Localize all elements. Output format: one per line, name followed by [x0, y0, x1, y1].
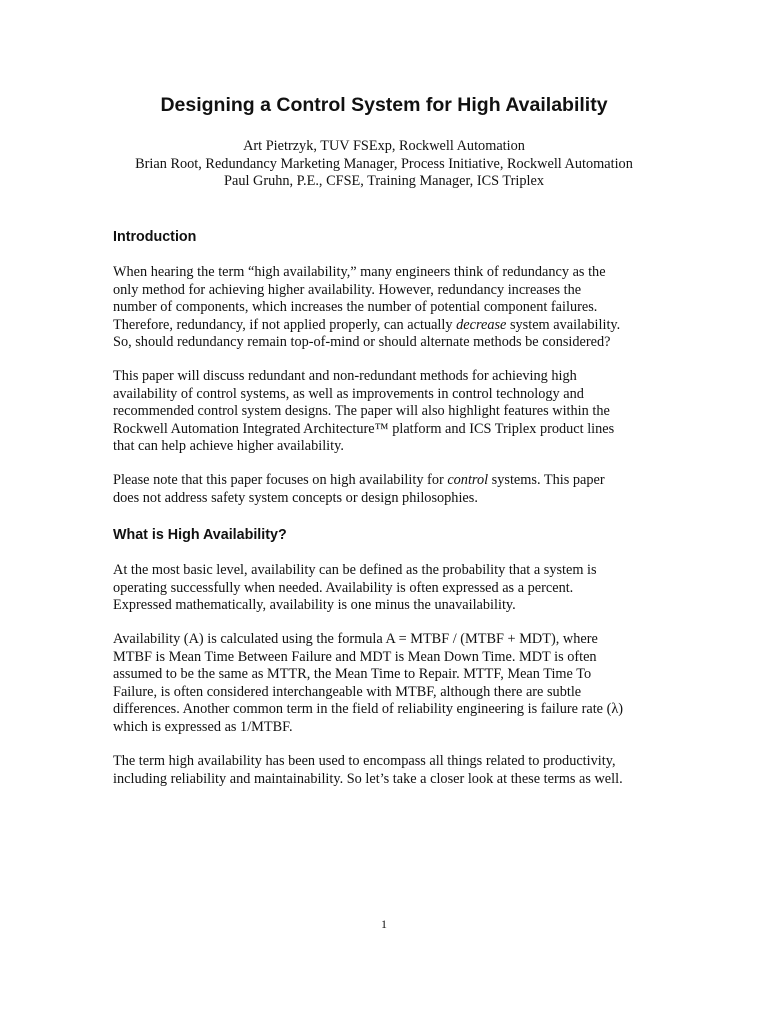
- text-run: Please note that this paper focuses on high availability for: [113, 472, 448, 488]
- document-title: Designing a Control System for High Availability: [160, 94, 608, 116]
- what-is-paragraph-1: [113, 562, 658, 615]
- text-line: When hearing the term “high availability,” many engineers think of redundancy as the: [113, 264, 606, 280]
- author-list: [0, 138, 768, 191]
- what-is-paragraph-2: [113, 631, 658, 736]
- text-run: system availability.: [506, 316, 621, 333]
- text-line: which is expressed as 1/MTBF.: [113, 718, 293, 735]
- intro-paragraph-2: [113, 368, 658, 456]
- text-line: operating successfully when needed. Availability is often expressed as a percent.: [113, 579, 574, 596]
- text-line: that can help achieve higher availability.: [113, 438, 344, 454]
- text-line: Expressed mathematically, availability is one minus the unavailability.: [113, 597, 516, 613]
- section-heading-introduction: Introduction: [113, 229, 197, 245]
- text-line: Availability (A) is calculated using the formula A = MTBF / (MTBF + MDT), where: [113, 631, 598, 647]
- emphasis-text: decrease: [456, 316, 507, 333]
- author-line: Paul Gruhn, P.E., CFSE, Training Manager, ICS Triplex: [224, 173, 544, 189]
- intro-paragraph-3: [113, 472, 658, 507]
- text-line: [113, 472, 658, 490]
- text-line: The term high availability has been used to encompass all things related to productivity,: [113, 753, 616, 769]
- emphasis-text: control: [447, 472, 489, 488]
- section-heading-what-is-high-availability: What is High Availability?: [113, 527, 287, 543]
- text-line: number of components, which increases the number of potential component failures.: [113, 299, 598, 315]
- text-line: So, should redundancy remain top-of-mind or should alternate methods be considered?: [113, 334, 611, 350]
- page-number: 1: [381, 917, 387, 931]
- text-line: This paper will discuss redundant and non-redundant methods for achieving high: [113, 368, 577, 384]
- text-run: systems. This paper: [488, 472, 605, 488]
- text-line: only method for achieving higher availability. However, redundancy increases the: [113, 281, 582, 298]
- text-line: At the most basic level, availability can be defined as the probability that a system is: [113, 562, 597, 578]
- intro-paragraph-1: [113, 264, 658, 352]
- what-is-paragraph-3: [113, 753, 658, 788]
- text-line: [113, 317, 658, 335]
- author-line: Brian Root, Redundancy Marketing Manager, Process Initiative, Rockwell Automation: [135, 155, 633, 172]
- text-line: does not address safety system concepts or design philosophies.: [113, 489, 478, 506]
- text-line: Rockwell Automation Integrated Architecture™ platform and ICS Triplex product lines: [113, 420, 615, 437]
- text-line: including reliability and maintainability. So let’s take a closer look at these terms as well.: [113, 770, 623, 787]
- text-line: assumed to be the same as MTTR, the Mean Time to Repair. MTTF, Mean Time To: [113, 666, 592, 682]
- text-line: MTBF is Mean Time Between Failure and MDT is Mean Down Time. MDT is often: [113, 648, 597, 665]
- text-run: Therefore, redundancy, if not applied properly, can actually: [113, 316, 457, 333]
- text-line: Failure, is often considered interchangeable with MTBF, although there are subtle: [113, 683, 582, 700]
- text-line: recommended control system designs. The paper will also highlight features within the: [113, 403, 610, 419]
- text-line: availability of control systems, as well as improvements in control technology and: [113, 385, 584, 402]
- text-line: differences. Another common term in the field of reliability engineering is failure rate (λ): [113, 701, 624, 717]
- author-line: Art Pietrzyk, TUV FSExp, Rockwell Automation: [243, 138, 525, 154]
